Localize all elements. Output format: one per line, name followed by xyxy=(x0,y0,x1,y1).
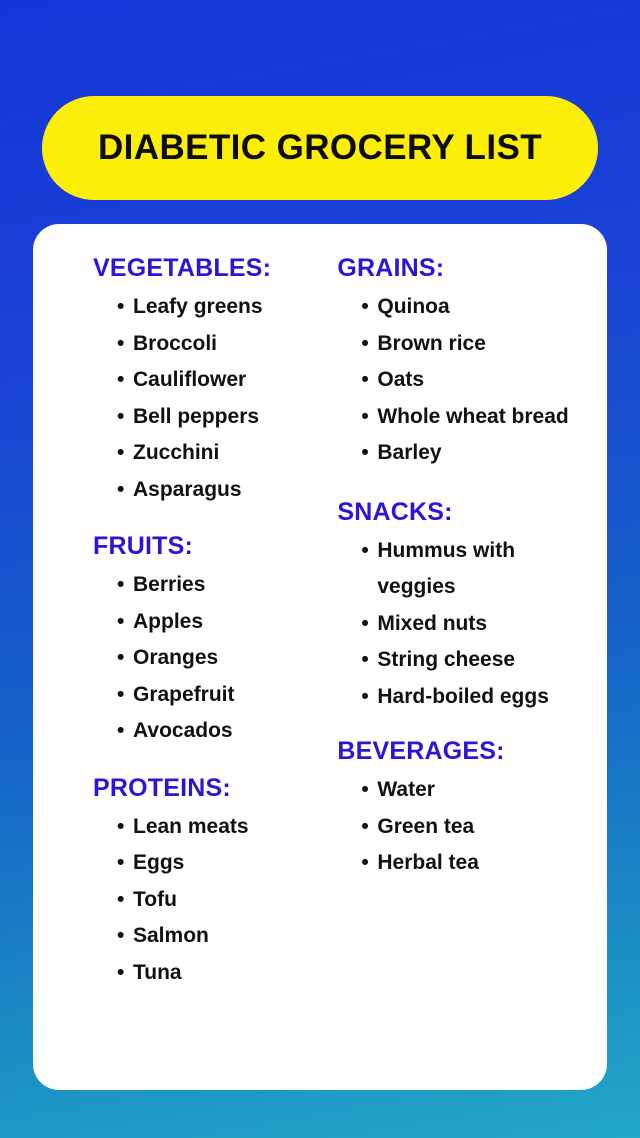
list-item: • String cheese xyxy=(361,642,591,679)
list-item: • Oranges xyxy=(117,640,313,677)
section-heading-snacks: SNACKS: xyxy=(337,497,453,526)
list-item: • Berries xyxy=(117,567,313,604)
list-item: • Lean meats xyxy=(117,809,313,846)
section-heading-proteins: PROTEINS: xyxy=(93,773,231,802)
list-item: • Oats xyxy=(361,362,591,399)
list-item: • Tofu xyxy=(117,882,313,919)
list-card xyxy=(33,224,607,1090)
item-list-snacks xyxy=(325,533,591,716)
list-item: • Salmon xyxy=(117,918,313,955)
list-item: • Asparagus xyxy=(117,472,313,509)
list-item: • Apples xyxy=(117,604,313,641)
list-item: • Broccoli xyxy=(117,326,313,363)
page-title: DIABETIC GROCERY LIST xyxy=(98,128,542,167)
list-columns xyxy=(33,224,607,1090)
section-heading-grains: GRAINS: xyxy=(337,254,445,282)
left-column xyxy=(49,254,313,1070)
title-banner xyxy=(42,96,598,200)
section-snacks xyxy=(325,498,591,716)
list-item: • Quinoa xyxy=(361,289,591,326)
list-item: • Hard-boiled eggs xyxy=(361,679,591,716)
section-heading-fruits: FRUITS: xyxy=(93,532,193,560)
list-item: • Mixed nuts xyxy=(361,606,591,643)
list-item: • Water xyxy=(361,772,591,809)
section-fruits xyxy=(71,532,313,750)
list-item: • Grapefruit xyxy=(117,677,313,714)
list-item: • Tuna xyxy=(117,955,313,992)
item-list-proteins xyxy=(71,809,313,992)
list-item: • Leafy greens xyxy=(117,289,313,326)
list-item: • Herbal tea xyxy=(361,845,591,882)
list-item: • Avocados xyxy=(117,713,313,750)
right-column xyxy=(313,254,591,1070)
section-heading-beverages: BEVERAGES: xyxy=(337,737,505,765)
list-item: • Barley xyxy=(361,435,591,472)
list-item: • Hummus with veggies xyxy=(361,533,591,606)
section-proteins xyxy=(71,774,313,992)
section-beverages xyxy=(325,737,591,882)
list-item: • Whole wheat bread xyxy=(361,399,591,436)
section-vegetables xyxy=(71,254,313,508)
list-item: • Bell peppers xyxy=(117,399,313,436)
list-item: • Cauliflower xyxy=(117,362,313,399)
list-item: • Eggs xyxy=(117,845,313,882)
list-item: • Zucchini xyxy=(117,435,313,472)
section-heading-vegetables: VEGETABLES: xyxy=(93,254,272,282)
item-list-beverages xyxy=(325,772,591,882)
list-item: • Brown rice xyxy=(361,326,591,363)
list-item: • Green tea xyxy=(361,809,591,846)
item-list-grains xyxy=(325,289,591,472)
section-grains xyxy=(325,254,591,472)
item-list-fruits xyxy=(71,567,313,750)
item-list-vegetables xyxy=(71,289,313,508)
